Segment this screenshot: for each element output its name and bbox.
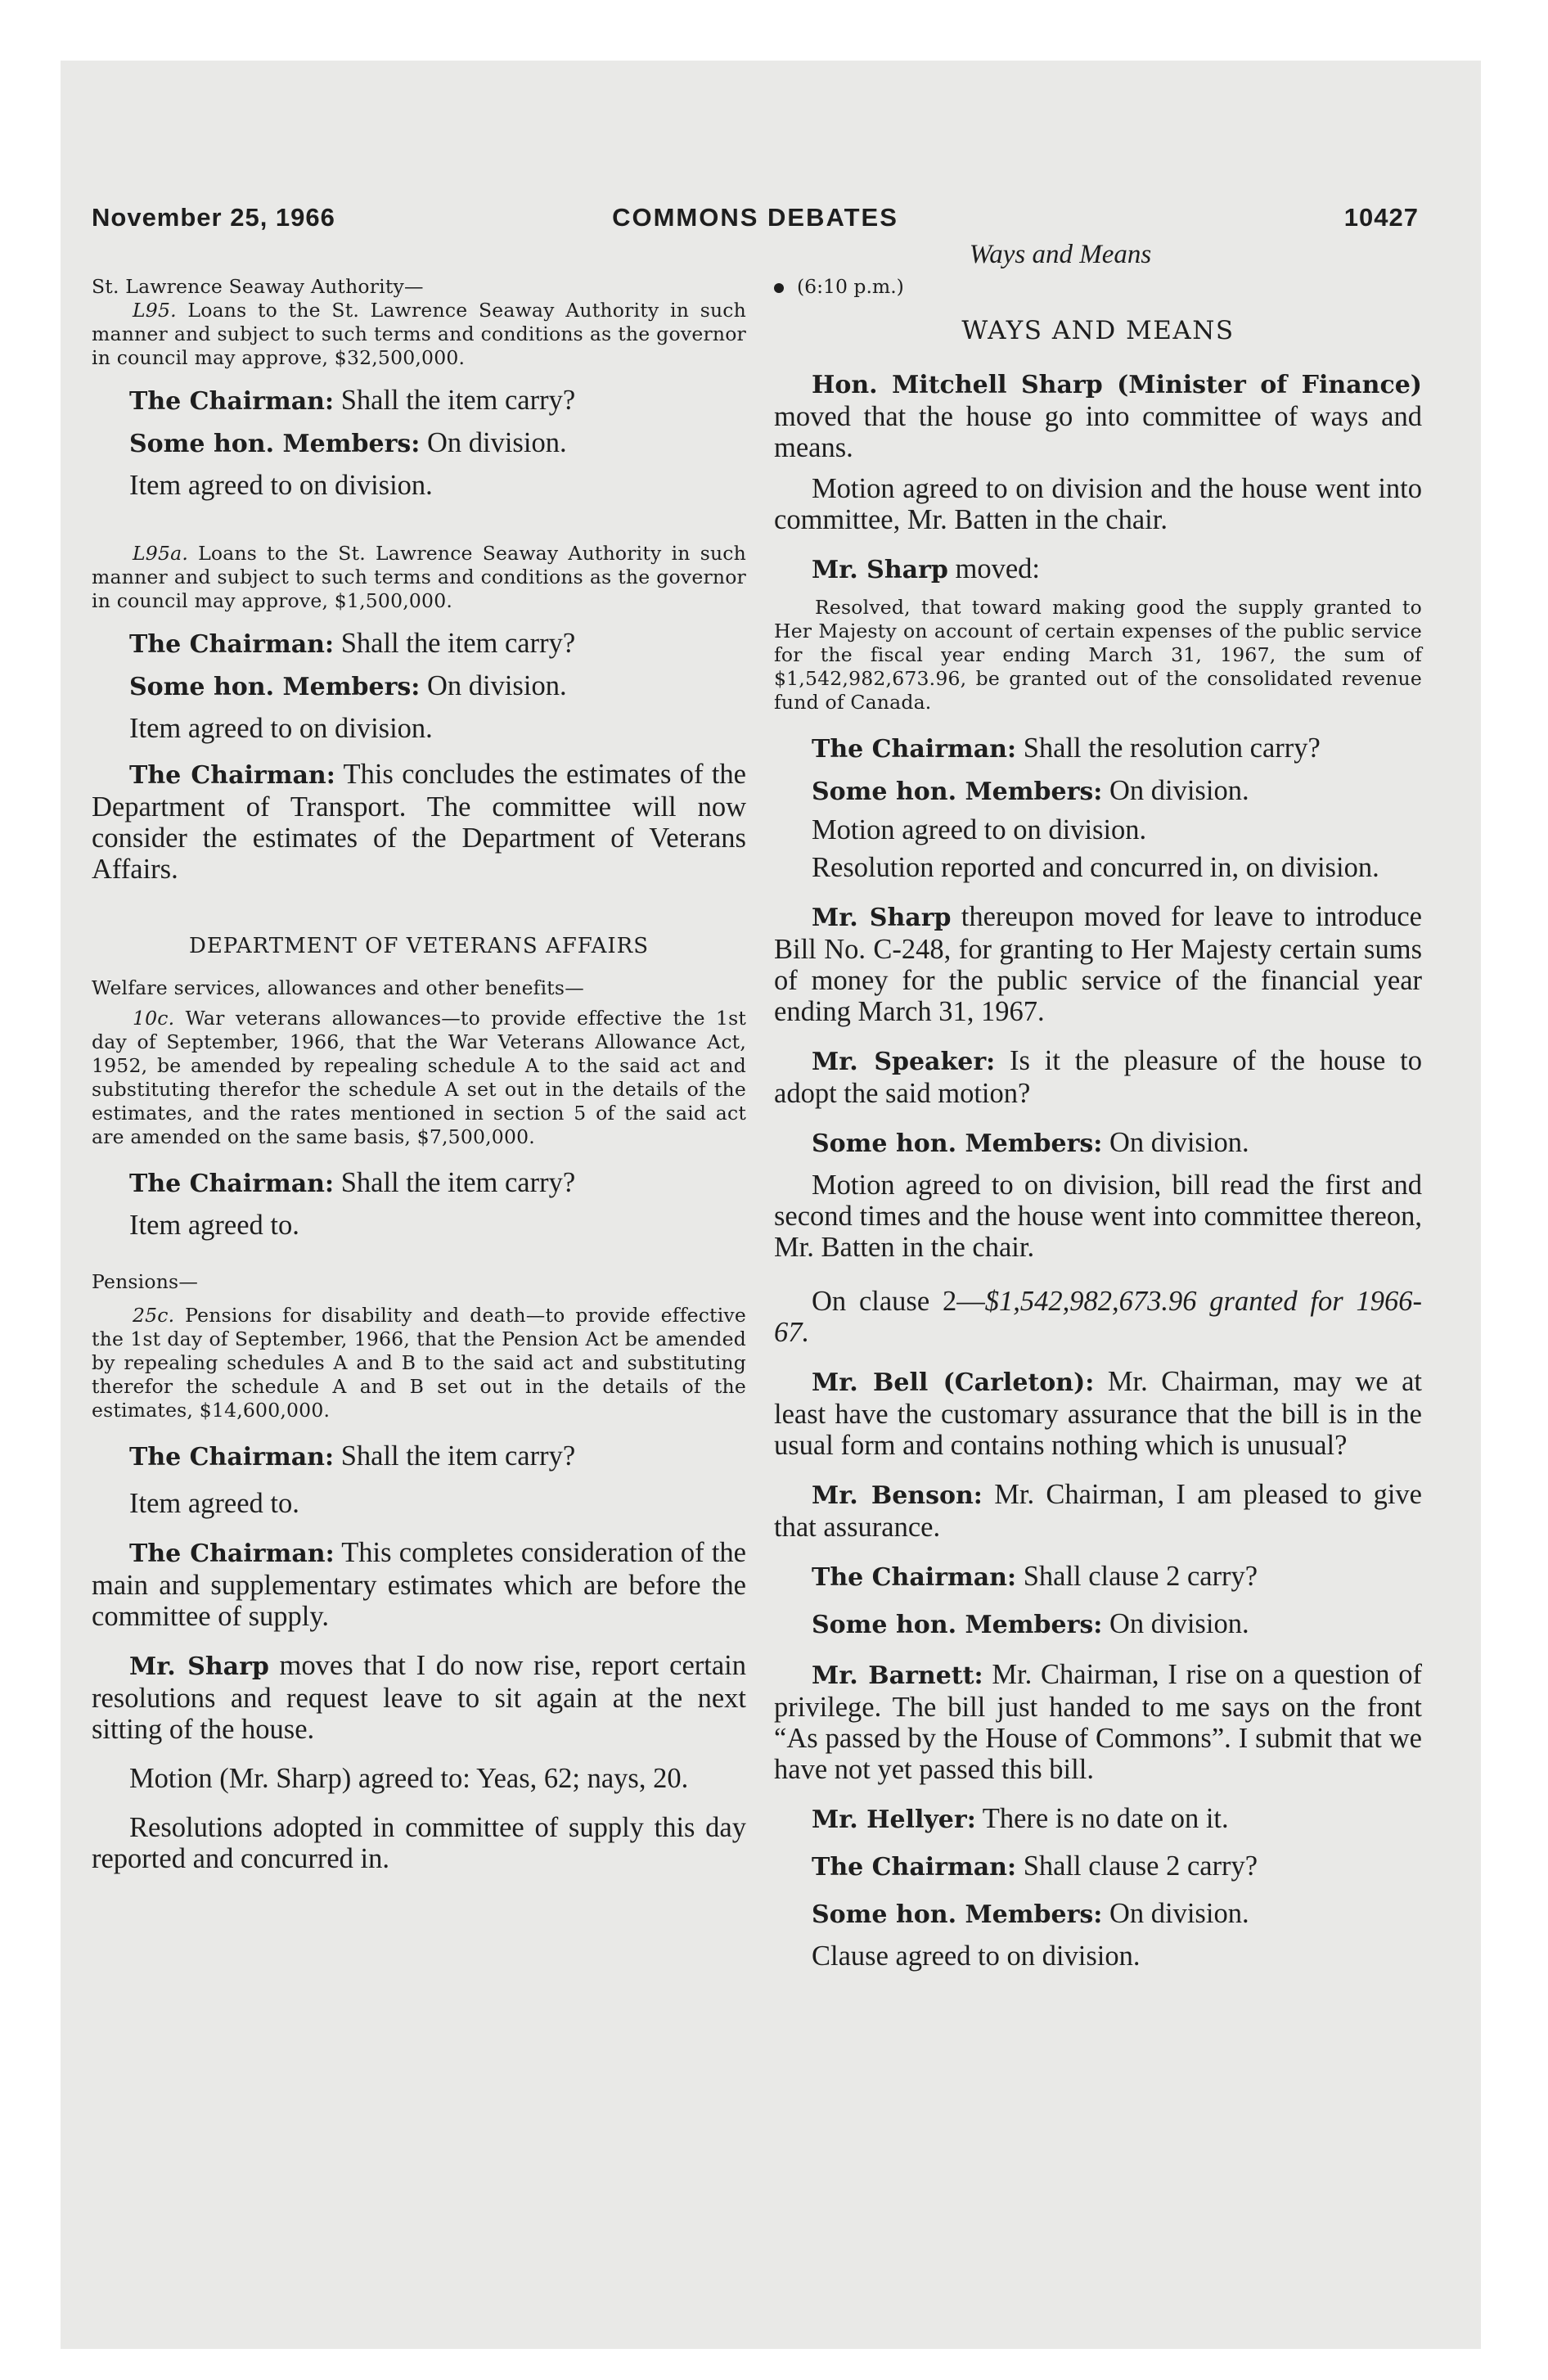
- paragraph: Resolved, that toward making good the supply granted to Her Majesty on account of certain expenses of the public service for the fiscal year ending March 31, 1967, the sum of $1,542,982,673.96, be granted out of the consolidated revenue fund of Canada.: [774, 596, 1422, 714]
- item-number: 25c.: [133, 1304, 175, 1327]
- speaker: The Chairman:: [129, 1170, 335, 1198]
- paragraph: [774, 1045, 1422, 1109]
- paragraph: [774, 901, 1422, 1027]
- paragraph: [92, 299, 746, 370]
- speech: On division.: [1102, 1608, 1249, 1639]
- paragraph: Item agreed to on division.: [129, 470, 433, 501]
- section-heading: DEPARTMENT OF VETERANS AFFAIRS: [188, 934, 650, 958]
- paragraph: [774, 1479, 1422, 1543]
- paragraph: Pensions—: [92, 1270, 199, 1293]
- paragraph: [774, 1898, 1422, 1931]
- paragraph: St. Lawrence Seaway Authority—: [92, 275, 424, 298]
- speaker: Mr. Benson:: [812, 1481, 983, 1510]
- speech: Shall the resolution carry?: [1016, 732, 1321, 764]
- speech: Mr. Chairman, may we at least have the customary assurance that the bill is in the usual form and contains nothing which is unusual?: [774, 1366, 1422, 1461]
- paragraph: [774, 368, 1422, 463]
- speaker: The Chairman:: [129, 387, 335, 416]
- speaker: The Chairman:: [129, 761, 335, 790]
- speech: moved that the house go into committee of ways and means.: [774, 401, 1422, 463]
- speaker: Some hon. Members:: [812, 1129, 1103, 1158]
- speaker: The Chairman:: [129, 630, 335, 659]
- item-text: War veterans allowances—to provide effective the 1st day of September, 1966, that the War Veterans Allowance Act, 1952, be amended by repealing schedule A to the said act and substituting therefor the schedule A set out in the details of the estimates, and the rates mentioned in section 5 of the said act are amended on the same basis, $7,500,000.: [92, 1007, 746, 1148]
- page-header: [92, 203, 1419, 244]
- running-head: Ways and Means: [969, 240, 1152, 269]
- speech: On division.: [1102, 1127, 1249, 1158]
- paragraph: Resolutions adopted in committee of supply this day reported and concurred in.: [92, 1812, 746, 1874]
- paragraph: [92, 759, 746, 885]
- speech: Shall the item carry?: [334, 1167, 576, 1198]
- paragraph: [92, 1007, 746, 1149]
- paragraph: [92, 1304, 746, 1422]
- paragraph: [92, 1440, 746, 1473]
- item-number: L95a.: [133, 542, 188, 565]
- time-text: (6:10 p.m.): [797, 275, 904, 298]
- speech: Shall clause 2 carry?: [1016, 1561, 1258, 1592]
- item-number: 10c.: [133, 1007, 175, 1030]
- header-date: November 25, 1966: [92, 203, 335, 232]
- time-marker: [774, 275, 1422, 298]
- speech: Shall clause 2 carry?: [1016, 1850, 1258, 1882]
- speech: On division.: [420, 670, 567, 701]
- paragraph: [774, 1561, 1422, 1593]
- paragraph: [92, 542, 746, 613]
- speaker: The Chairman:: [129, 1443, 335, 1472]
- paragraph: [774, 1286, 1422, 1348]
- speaker: Mr. Speaker:: [812, 1048, 996, 1076]
- speaker: Mr. Sharp: [812, 556, 948, 584]
- speaker: The Chairman:: [812, 1563, 1017, 1592]
- paragraph: [92, 1537, 746, 1632]
- speaker: Some hon. Members:: [129, 673, 421, 701]
- paragraph: Motion agreed to on division and the house went into committee, Mr. Batten in the chair.: [774, 473, 1422, 535]
- speech: Shall the item carry?: [334, 385, 576, 416]
- paragraph: Item agreed to.: [129, 1210, 299, 1241]
- speaker: Mr. Barnett:: [812, 1661, 983, 1690]
- paragraph: [774, 732, 1422, 765]
- clause-label: On clause 2—: [812, 1286, 985, 1317]
- speech: On division.: [1102, 1898, 1249, 1929]
- speech: Shall the item carry?: [334, 1440, 576, 1472]
- speaker: Mr. Hellyer:: [812, 1805, 976, 1834]
- speaker: The Chairman:: [129, 1539, 335, 1568]
- paragraph: [774, 775, 1422, 808]
- bullet-icon: [774, 283, 784, 293]
- paragraph: Motion (Mr. Sharp) agreed to: Yeas, 62; nays, 20.: [129, 1763, 689, 1794]
- paragraph: [774, 553, 1422, 586]
- item-number: L95.: [133, 299, 177, 322]
- paragraph: [774, 1127, 1422, 1160]
- speech: Mr. Chairman, I rise on a question of privilege. The bill just handed to me says on the front “As passed by the House of Commons”. I submit that we have not yet passed this bill.: [774, 1659, 1422, 1785]
- item-text: Loans to the St. Lawrence Seaway Authority in such manner and subject to such terms and conditions as the governor in council may approve, $32,500,000.: [92, 299, 746, 369]
- paragraph: Item agreed to on division.: [129, 713, 433, 744]
- speech: thereupon moved for leave to introduce Bill No. C-248, for granting to Her Majesty certain sums of money for the public service of the financial year ending March 31, 1967.: [774, 901, 1422, 1027]
- speech: moves that I do now rise, report certain resolutions and request leave to sit again at the next sitting of the house.: [92, 1650, 746, 1745]
- paragraph: [92, 628, 746, 660]
- paragraph: [774, 1608, 1422, 1641]
- speech: This concludes the estimates of the Department of Transport. The committee will now consider the estimates of the Department of Veterans Affairs.: [92, 759, 746, 885]
- speech: Is it the pleasure of the house to adopt the said motion?: [774, 1045, 1422, 1109]
- speaker: Some hon. Members:: [812, 778, 1103, 806]
- speaker: Some hon. Members:: [129, 430, 421, 458]
- speech: Mr. Chairman, I am pleased to give that assurance.: [774, 1479, 1422, 1543]
- speaker: Hon. Mitchell Sharp (Minister of Finance): [812, 371, 1422, 399]
- paragraph: [92, 385, 746, 417]
- speech: There is no date on it.: [975, 1803, 1229, 1834]
- paragraph: [92, 1167, 746, 1200]
- paragraph: Welfare services, allowances and other benefits—: [92, 976, 584, 999]
- paragraph: Motion agreed to on division, bill read the first and second times and the house went into committee thereon, Mr. Batten in the chair.: [774, 1170, 1422, 1263]
- paragraph: [774, 1366, 1422, 1461]
- left-column: [92, 246, 746, 1874]
- paragraph: [774, 1803, 1422, 1836]
- speech: This completes consideration of the main and supplementary estimates which are before the committee of supply.: [92, 1537, 746, 1632]
- item-text: Pensions for disability and death—to provide effective the 1st day of September, 1966, that the Pension Act be amended by repealing schedules A and B to the said act and substituting therefor the schedule A and B set out in the details of the estimates, $14,600,000.: [92, 1304, 746, 1422]
- paragraph: Resolution reported and concurred in, on division.: [812, 852, 1379, 883]
- paragraph: [92, 670, 746, 703]
- paragraph: [774, 1850, 1422, 1883]
- right-column: [774, 246, 1422, 1972]
- speaker: Mr. Sharp: [129, 1652, 269, 1681]
- paragraph: [92, 427, 746, 460]
- speaker: Mr. Bell (Carleton):: [812, 1368, 1095, 1397]
- speaker: Some hon. Members:: [812, 1611, 1103, 1639]
- speech: On division.: [420, 427, 567, 458]
- section-heading: WAYS AND MEANS: [961, 316, 1235, 345]
- speech: On division.: [1102, 775, 1249, 806]
- speaker: The Chairman:: [812, 1853, 1017, 1882]
- speaker: The Chairman:: [812, 735, 1017, 764]
- clause-text: $1,542,982,673.96 granted for 1966-67.: [774, 1286, 1422, 1348]
- item-text: Loans to the St. Lawrence Seaway Authority in such manner and subject to such terms and conditions as the governor in council may approve, $1,500,000.: [92, 542, 746, 612]
- speech: Shall the item carry?: [334, 628, 576, 659]
- paragraph: [774, 1659, 1422, 1785]
- paragraph: Item agreed to.: [129, 1488, 299, 1519]
- speaker: Mr. Sharp: [812, 904, 952, 932]
- speech: moved:: [947, 553, 1040, 584]
- paragraph: [92, 1650, 746, 1745]
- header-page-number: 10427: [1343, 203, 1419, 232]
- paragraph: Clause agreed to on division.: [812, 1941, 1141, 1972]
- paragraph: Motion agreed to on division.: [812, 814, 1147, 845]
- header-title: COMMONS DEBATES: [612, 203, 898, 232]
- speaker: Some hon. Members:: [812, 1900, 1103, 1929]
